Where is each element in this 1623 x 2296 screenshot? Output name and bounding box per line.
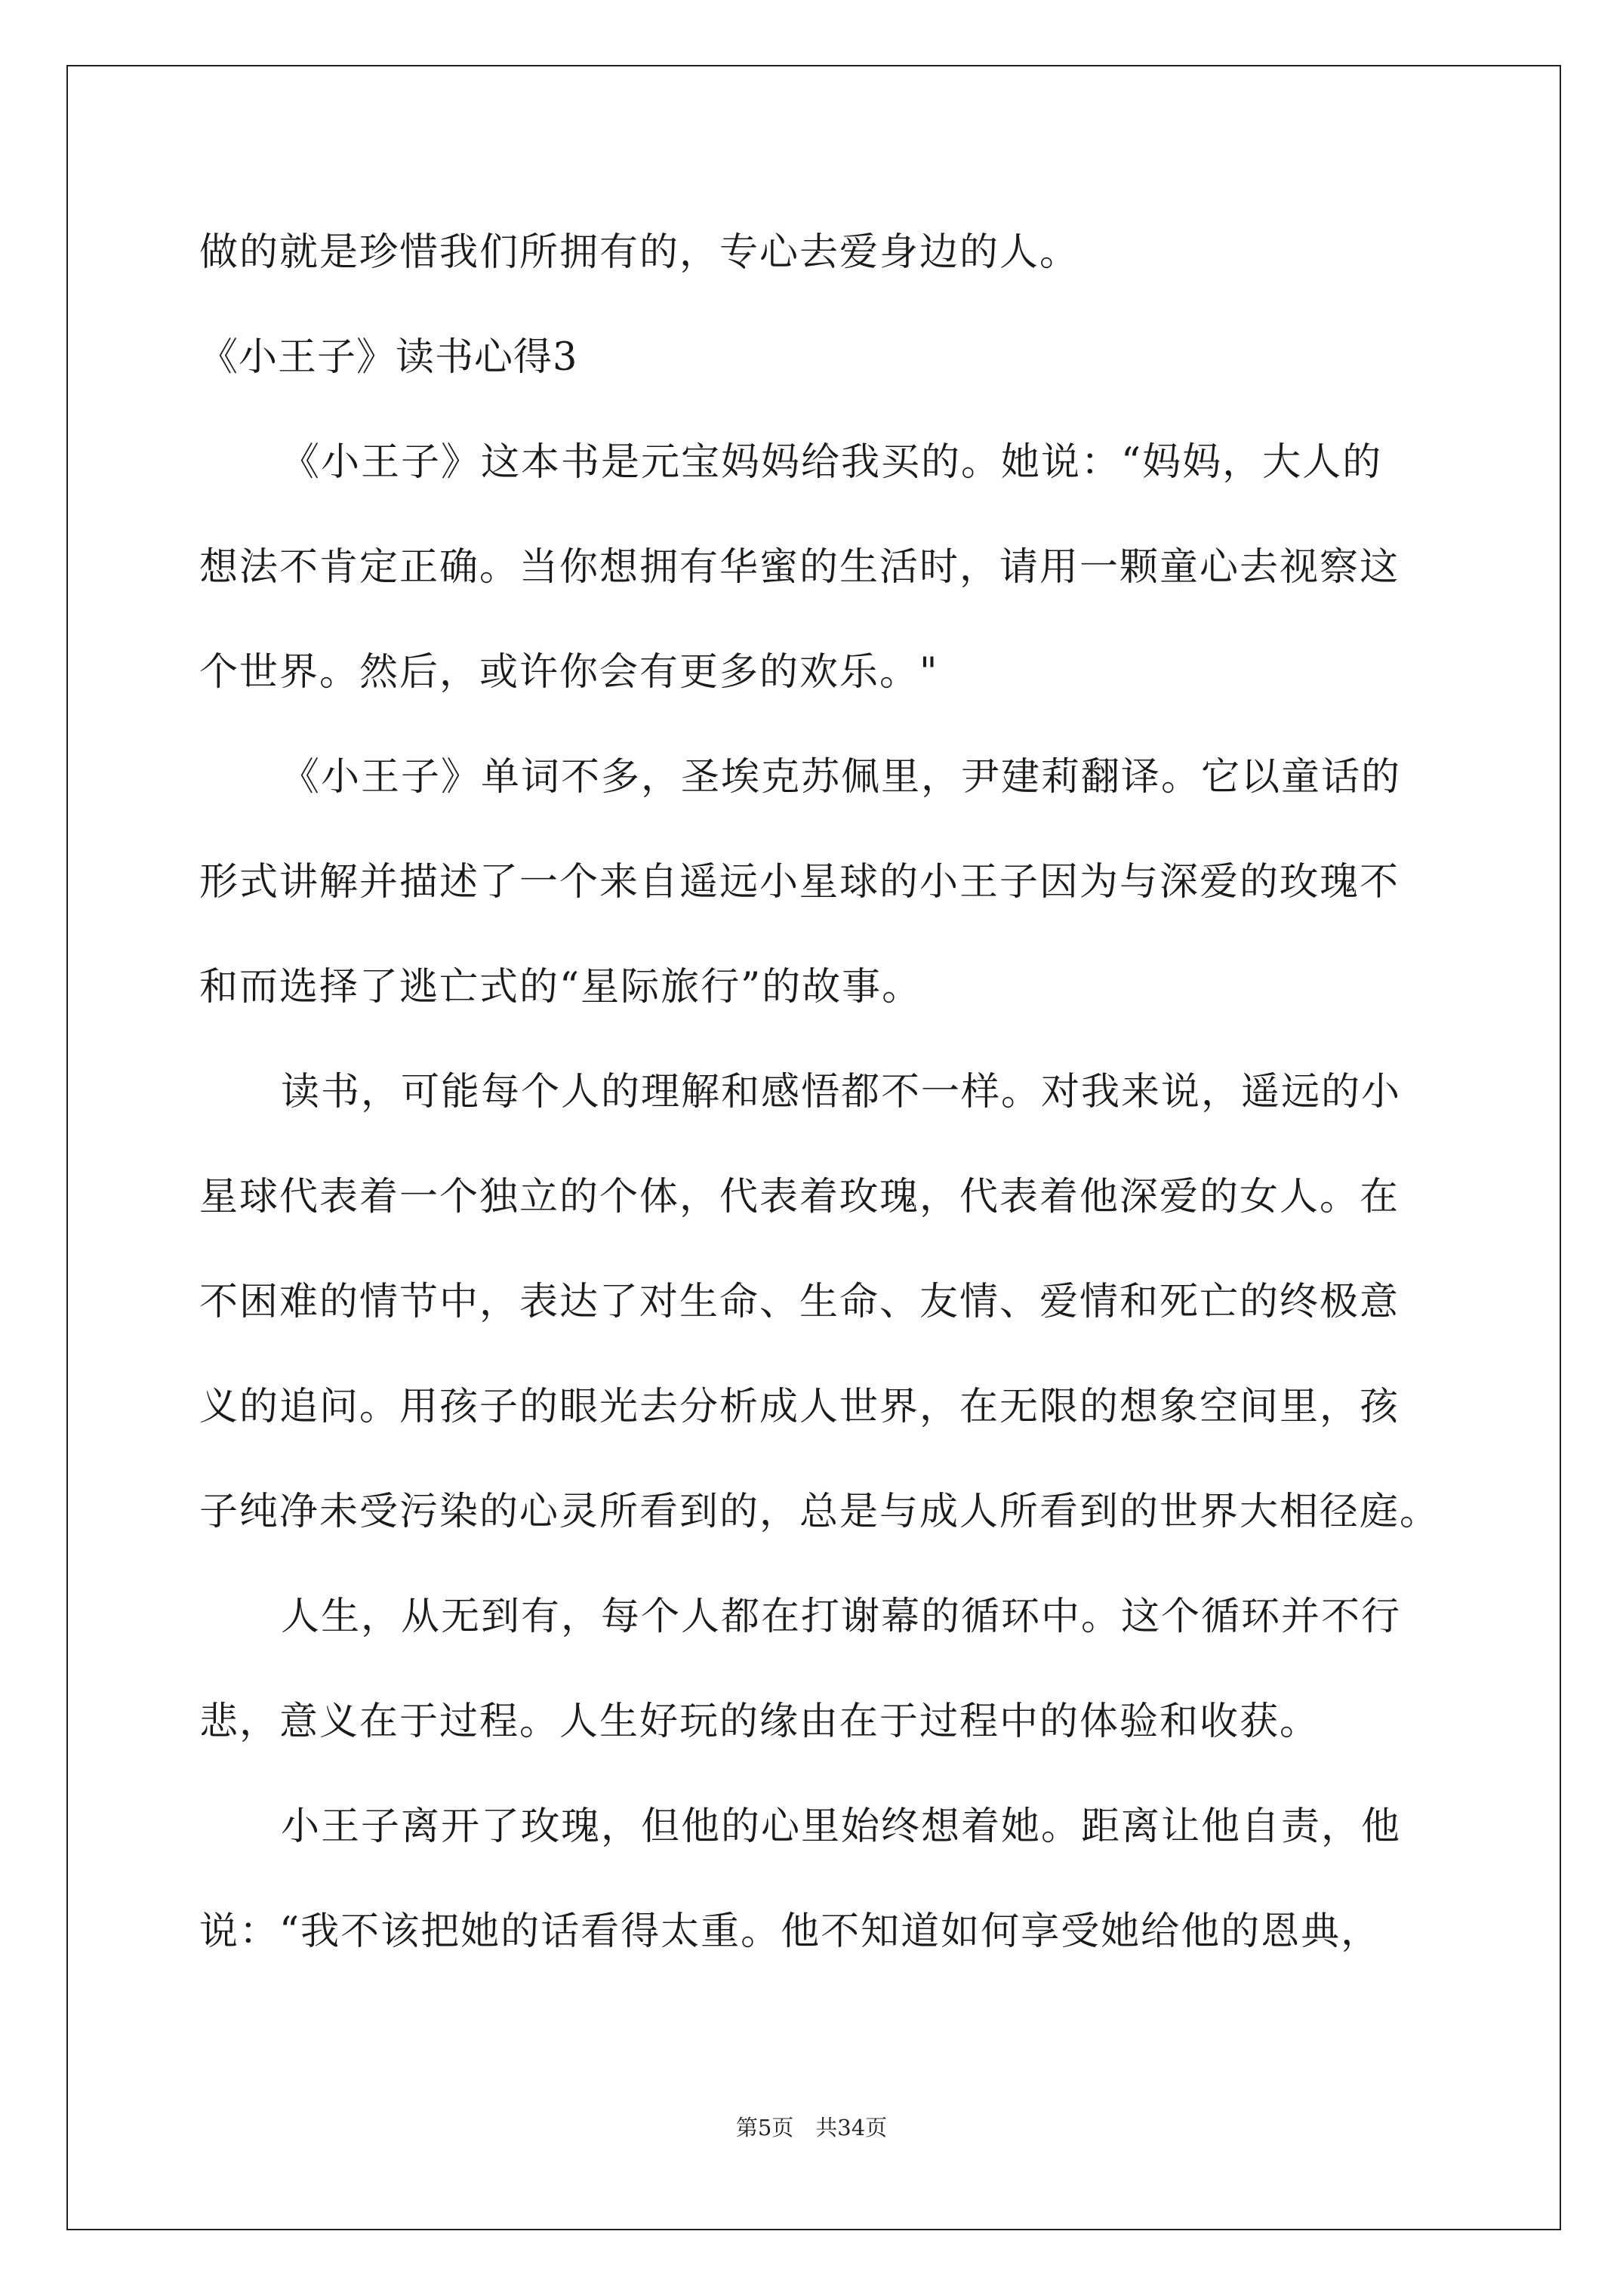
- text-line: 不困难的情节中，表达了对生命、生命、友情、爱情和死亡的终极意: [199, 1280, 1400, 1324]
- paragraph-start: 《小王子》这本书是元宝妈妈给我买的。她说：“妈妈，大人的: [281, 440, 1383, 485]
- paragraph-start: 小王子离开了玫瑰，但他的心里始终想着她。距离让他自责，他: [281, 1804, 1402, 1849]
- document-body: [199, 219, 1440, 2003]
- paragraph-start: 读书，可能每个人的理解和感悟都不一样。对我来说，遥远的小: [281, 1070, 1402, 1114]
- text-line: 个世界。然后，或许你会有更多的欢乐。": [199, 650, 939, 695]
- paragraph-start: 《小王子》单词不多，圣埃克苏佩里，尹建莉翻译。它以童话的: [281, 755, 1402, 800]
- text-line: 星球代表着一个独立的个体，代表着玫瑰，代表着他深爱的女人。在: [199, 1175, 1400, 1219]
- section-heading: 《小王子》读书心得3: [199, 335, 578, 380]
- text-line: 想法不肯定正确。当你想拥有华蜜的生活时，请用一颗童心去视察这: [199, 545, 1400, 590]
- page-number-footer: 第5页 共34页: [735, 2115, 888, 2140]
- text-line: 说：“我不该把她的话看得太重。他不知道如何享受她给他的恩典，: [199, 1909, 1381, 1954]
- text-line: 和而选择了逃亡式的“星际旅行”的故事。: [199, 965, 922, 1009]
- paragraph-start: 人生，从无到有，每个人都在打谢幕的循环中。这个循环并不行: [281, 1595, 1402, 1639]
- text-line: 义的追问。用孩子的眼光去分析成人世界，在无限的想象空间里，孩: [199, 1385, 1400, 1429]
- text-line: 悲，意义在于过程。人生好玩的缘由在于过程中的体验和收获。: [199, 1700, 1320, 1744]
- text-line: 做的就是珍惜我们所拥有的，专心去爱身边的人。: [199, 230, 1080, 275]
- text-line: 形式讲解并描述了一个来自遥远小星球的小王子因为与深爱的玫瑰不: [199, 860, 1400, 905]
- text-line: 子纯净未受污染的心灵所看到的，总是与成人所看到的世界大相径庭。: [199, 1490, 1440, 1534]
